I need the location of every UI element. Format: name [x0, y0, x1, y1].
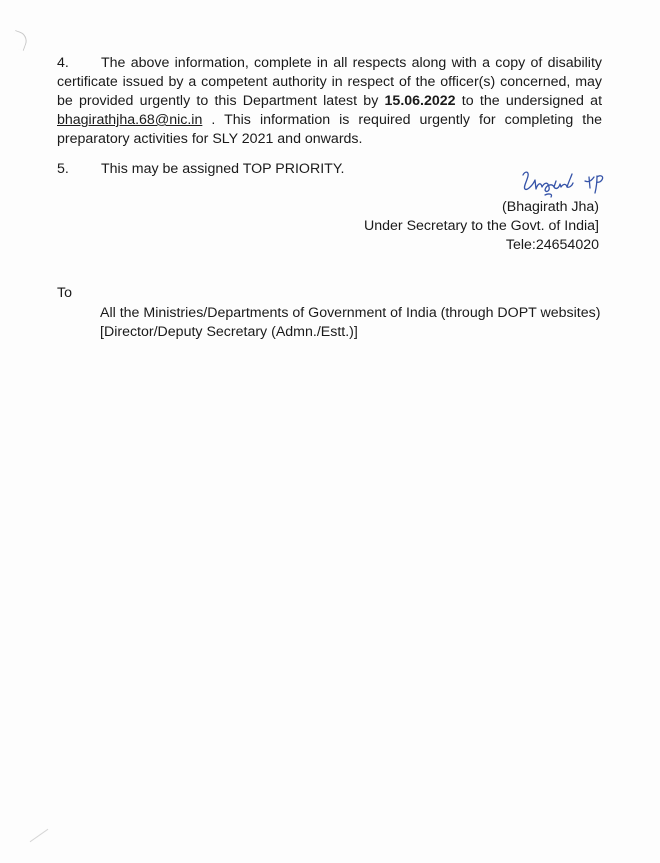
recipients	[100, 304, 600, 342]
handwritten-signature	[515, 163, 625, 199]
deadline-date: 15.06.2022	[384, 93, 456, 109]
email-link[interactable]: bhagirathjha.68@nic.in	[57, 112, 203, 128]
recipient-line-2: [Director/Deputy Secretary (Admn./Estt.)]	[100, 324, 358, 340]
signature-block	[364, 198, 599, 255]
paragraph-5-number: 5.	[57, 161, 69, 177]
signatory-name: (Bhagirath Jha)	[502, 199, 599, 215]
paragraph-4	[57, 54, 602, 149]
paragraph-4-text-start: The above information, complete in all respects along with a copy of disability certificate issued by a competent authority in respect of the officer(s) concerned, may be provided urgently to this Department latest by	[57, 55, 602, 109]
paragraph-4-text-mid: to the undersigned at	[455, 93, 603, 109]
to-label: To	[57, 285, 72, 301]
paragraph-4-text-end: . This information is required urgently for completing the preparatory activities for SLY 2021 and onwards.	[57, 112, 602, 147]
scan-artifact	[10, 30, 30, 51]
paragraph-5-text: This may be assigned TOP PRIORITY.	[101, 161, 345, 177]
scan-artifact-mark	[30, 829, 49, 842]
signatory-phone: Tele:24654020	[505, 237, 599, 253]
signatory-designation: Under Secretary to the Govt. of India]	[363, 218, 599, 234]
recipient-line-1: All the Ministries/Departments of Government of India (through DOPT websites)	[100, 305, 601, 321]
paragraph-4-number: 4.	[57, 55, 69, 71]
